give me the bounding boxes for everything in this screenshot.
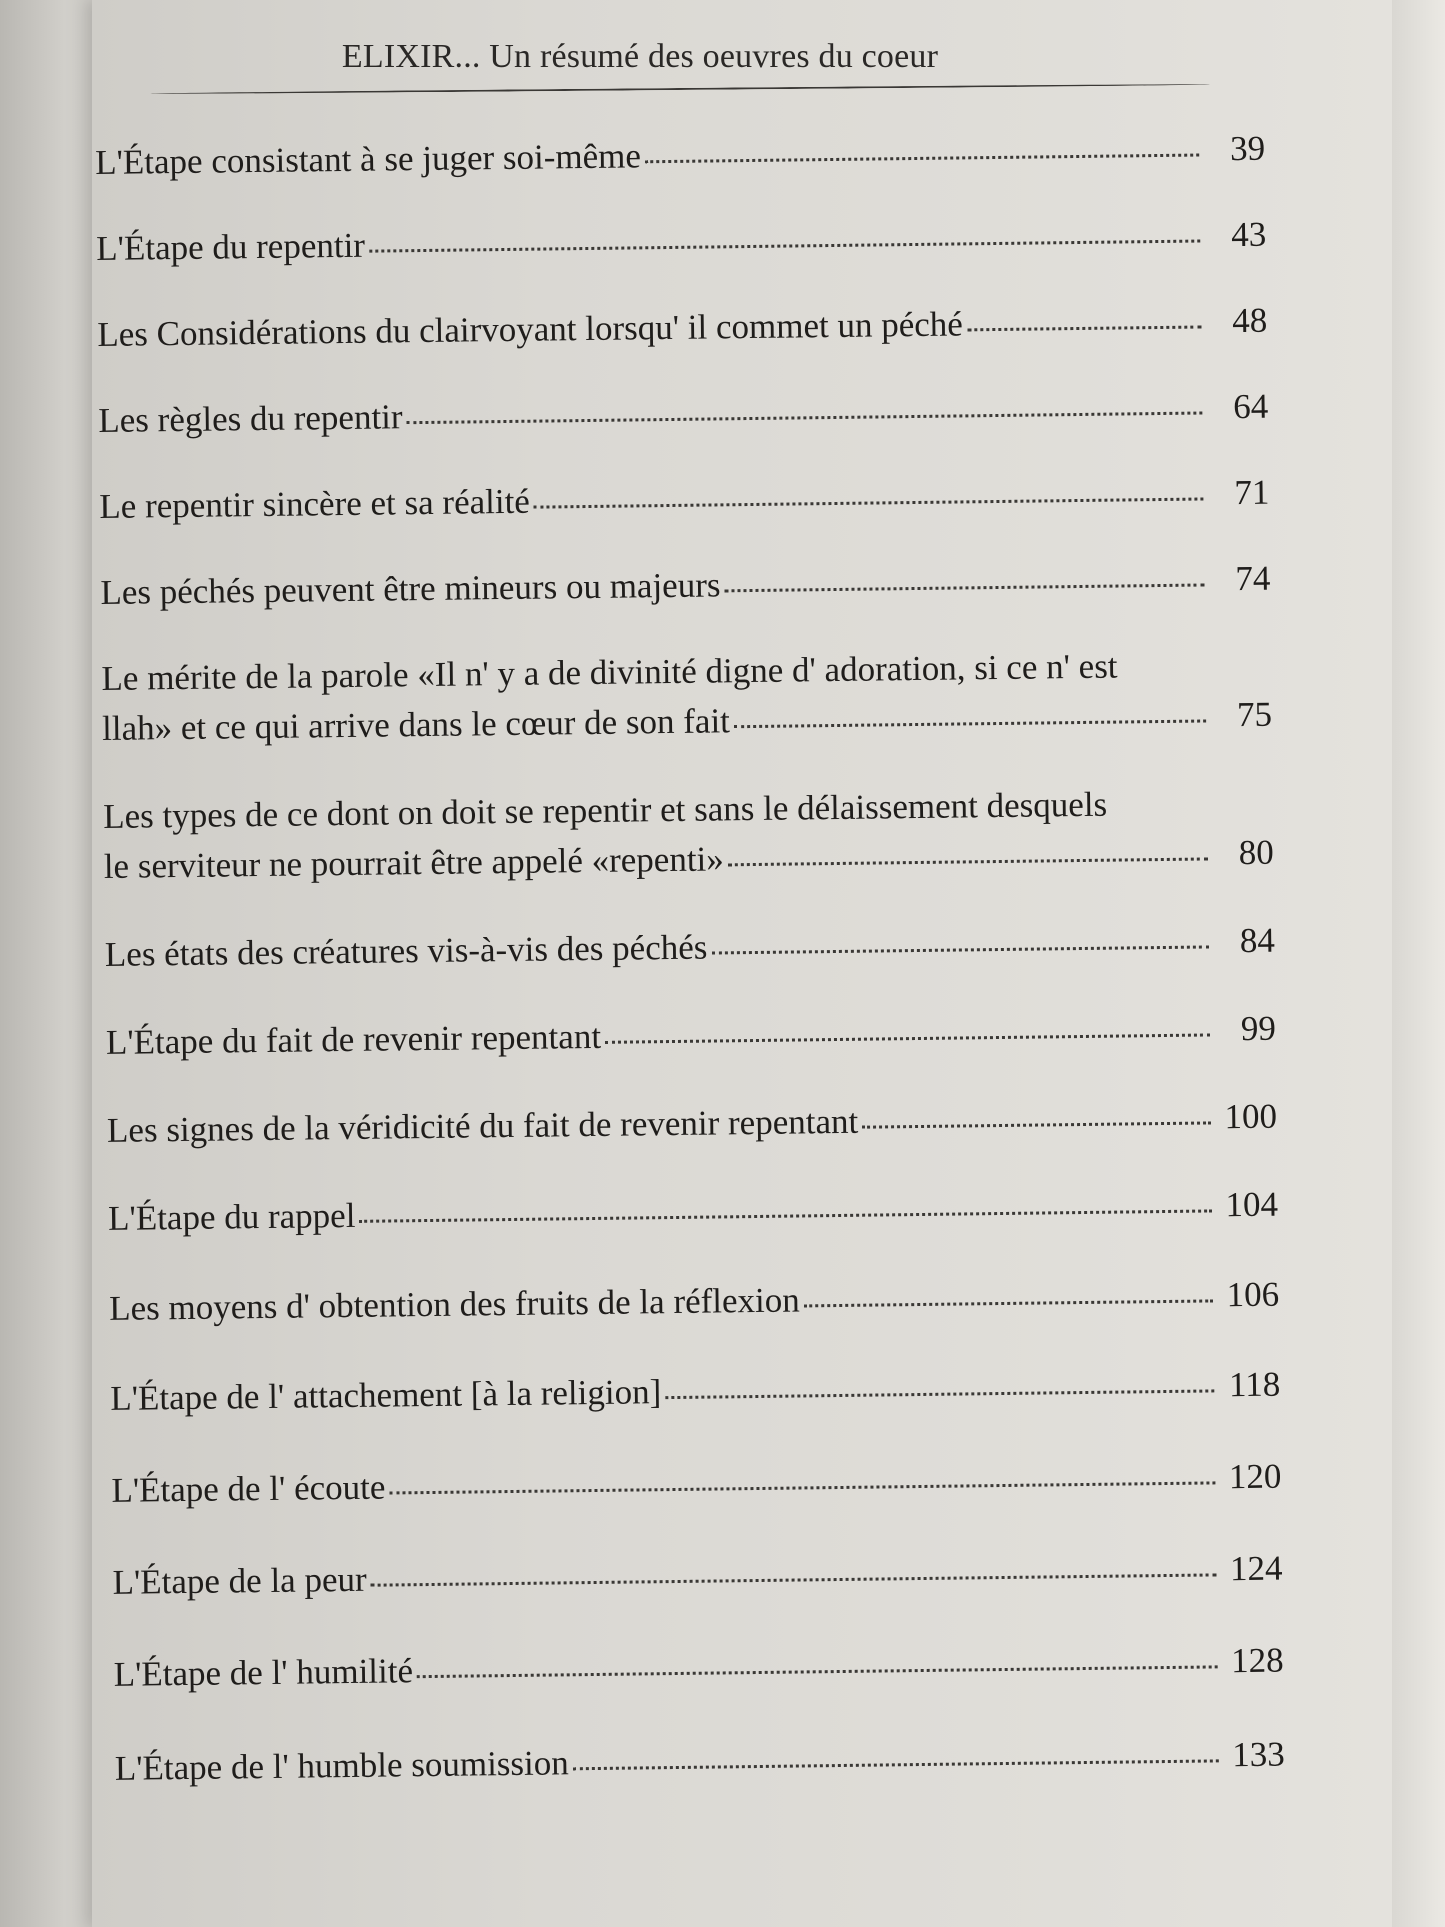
leader-dots: [371, 1573, 1217, 1586]
toc-entry-page: 80: [1238, 832, 1274, 873]
toc-entry-title: L'Étape de l' écoute: [111, 1467, 386, 1510]
leader-dots: [407, 411, 1203, 424]
leader-dots: [665, 1389, 1214, 1399]
leader-dots: [711, 945, 1208, 954]
toc-entry-title: Le mérite de la parole «Il n' y a de divinité digne d' adoration, si ce n' est: [101, 646, 1118, 698]
toc-entry-page: 124: [1229, 1548, 1283, 1589]
toc-entry-title: L'Étape du rappel: [107, 1195, 356, 1238]
toc-entry-page: 128: [1230, 1640, 1284, 1681]
leader-dots: [725, 583, 1205, 592]
toc-entry: [103, 785, 1274, 885]
toc-entry-title: L'Étape de l' humilité: [113, 1651, 414, 1694]
facing-page-edge: [0, 0, 92, 1927]
toc-entry-page: 74: [1235, 558, 1271, 599]
toc-entry-page: 104: [1225, 1184, 1279, 1225]
leader-dots: [967, 325, 1201, 331]
leader-dots: [804, 1299, 1213, 1307]
toc-entry-page: 39: [1229, 128, 1266, 169]
leader-dots: [573, 1759, 1219, 1770]
toc-entry-title: Les péchés peuvent être mineurs ou majeurs: [100, 565, 721, 612]
toc-entry-title: Les signes de la véridicité du fait de revenir repentant: [106, 1101, 859, 1150]
toc-entry-title: Le repentir sincère et sa réalité: [99, 481, 531, 526]
toc-entry-page: 100: [1224, 1096, 1278, 1137]
toc-entry-title: L'Étape du fait de revenir repentant: [105, 1016, 602, 1062]
toc-entry: [101, 647, 1272, 747]
toc-entry-page: 118: [1228, 1364, 1281, 1405]
toc-entry-title: L'Étape consistant à se juger soi-même: [94, 136, 642, 182]
leader-dots: [369, 240, 1200, 253]
toc-entry-page: 84: [1239, 920, 1276, 961]
toc-entry-title: Les moyens d' obtention des fruits de la réflexion: [108, 1280, 800, 1328]
page-edge-right: [1392, 0, 1445, 1927]
toc-entry-title: L'Étape du repentir: [96, 225, 366, 268]
leader-dots: [728, 857, 1208, 866]
toc-entry-title: L'Étape de la peur: [112, 1559, 367, 1602]
toc-entry-page: 120: [1228, 1456, 1282, 1497]
toc-entry-page: 43: [1230, 214, 1267, 255]
leader-dots: [359, 1209, 1212, 1222]
toc-entry-title: llah» et ce qui arrive dans le cœur de son fait: [101, 701, 731, 748]
leader-dots: [862, 1121, 1211, 1128]
toc-entry-page: 106: [1226, 1274, 1280, 1315]
toc-entry-title: Les Considérations du clairvoyant lorsqu' il commet un péché: [97, 304, 964, 354]
toc-entry-title: Les états des créatures vis-à-vis des péchés: [104, 927, 708, 974]
running-header: ELIXIR... Un résumé des oeuvres du coeur: [341, 38, 939, 75]
leader-dots: [417, 1665, 1218, 1678]
toc-entry-page: 71: [1234, 472, 1270, 513]
toc-entry-page: 48: [1231, 300, 1268, 341]
toc-entry-title: Les règles du repentir: [98, 397, 403, 440]
leader-dots: [605, 1033, 1210, 1043]
toc-entry-title: L'Étape de l' attachement [à la religion]: [110, 1372, 662, 1418]
toc-entry-page: 75: [1236, 694, 1273, 735]
toc-entry-title: L'Étape de l' humble soumission: [114, 1743, 569, 1788]
toc-entry-page: 133: [1232, 1734, 1285, 1775]
leader-dots: [389, 1481, 1215, 1494]
leader-dots: [734, 719, 1206, 728]
leader-dots: [534, 497, 1204, 508]
toc-entry-page: 99: [1240, 1008, 1277, 1049]
toc-entry-title: le serviteur ne pourrait être appelé «repenti»: [103, 839, 725, 886]
toc-entry-page: 64: [1233, 386, 1269, 427]
toc-entry-title: Les types de ce dont on doit se repentir et sans le délaissement desquels: [102, 784, 1108, 836]
leader-dots: [645, 154, 1199, 164]
